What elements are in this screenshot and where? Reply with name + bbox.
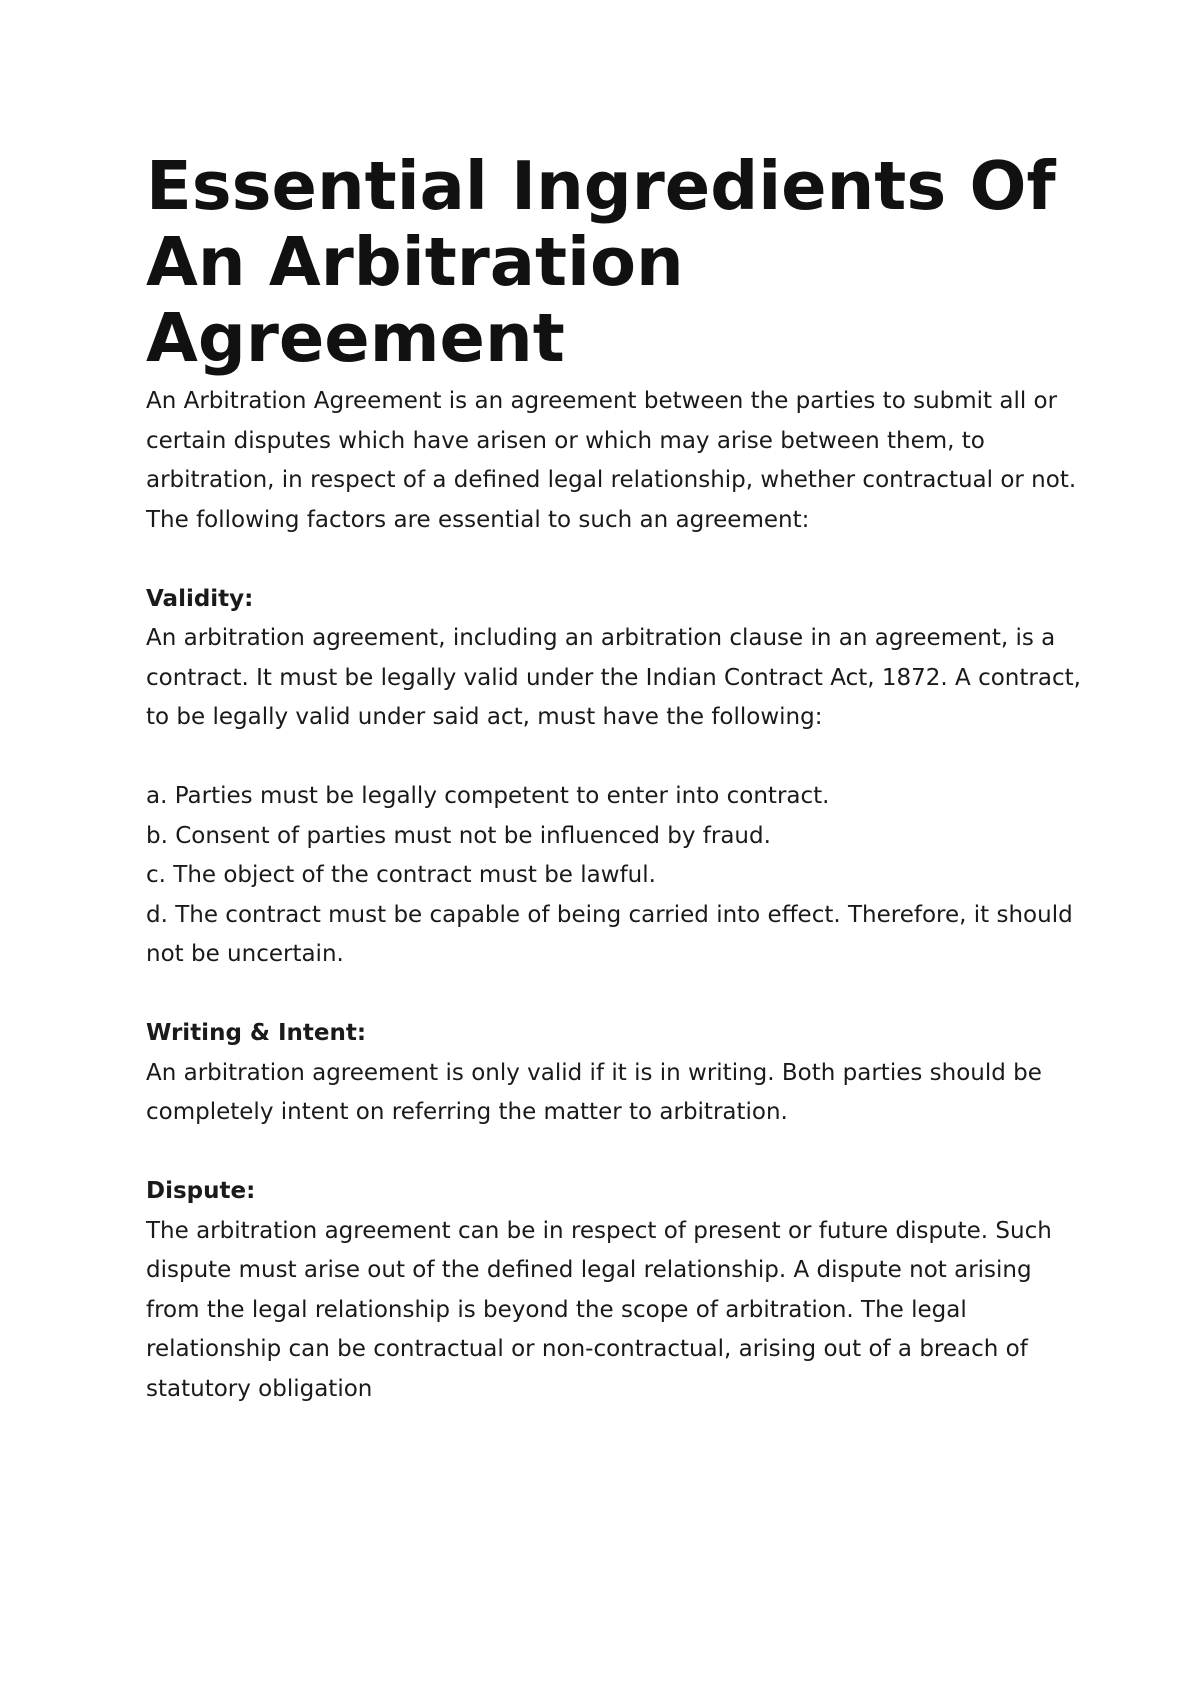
list-item: b. Consent of parties must not be influenced by fraud. bbox=[146, 822, 771, 849]
list-item: d. The contract must be capable of being carried into effect. Therefore, it should not be uncertain. bbox=[146, 901, 1073, 967]
document-page bbox=[146, 148, 1086, 1409]
section-heading-writing-intent: Writing & Intent: bbox=[146, 1020, 367, 1046]
section-dispute bbox=[146, 1172, 1086, 1409]
section-body-writing-intent: An arbitration agreement is only valid if it is in writing. Both parties should be completely intent on referring the matter to arbitration. bbox=[146, 1059, 1042, 1125]
section-heading-dispute: Dispute: bbox=[146, 1178, 256, 1204]
spacer bbox=[146, 540, 1086, 580]
document-title: Essential Ingredients Of An Arbitration Agreement bbox=[146, 147, 1056, 377]
spacer bbox=[146, 975, 1086, 1015]
section-body-validity: An arbitration agreement, including an arbitration clause in an agreement, is a contract. It must be legally valid under the Indian Contract Act, 1872. A contract, to be legally valid under said act, must have the following: bbox=[146, 625, 1081, 730]
intro-paragraph: An Arbitration Agreement is an agreement between the parties to submit all or certain disputes which have arisen or which may arise between them, to arbitration, in respect of a defined legal relationship, whether contractual or not. The following factors are essential to such an agreement: bbox=[146, 388, 1077, 533]
spacer bbox=[146, 1133, 1086, 1173]
section-writing-intent bbox=[146, 1014, 1086, 1133]
validity-requirements-list bbox=[146, 777, 1086, 975]
list-item: a. Parties must be legally competent to enter into contract. bbox=[146, 783, 830, 809]
list-item: c. The object of the contract must be lawful. bbox=[146, 862, 656, 888]
section-heading-validity: Validity: bbox=[146, 585, 254, 612]
section-body-dispute: The arbitration agreement can be in respect of present or future dispute. Such dispute must arise out of the defined legal relationship. A dispute not arising from the legal relationship is beyond the scope of arbitration. The legal relationship can be contractual or non-contractual, arising out of a breach of statutory obligation bbox=[146, 1217, 1052, 1402]
section-validity bbox=[146, 580, 1086, 975]
spacer bbox=[146, 738, 1086, 778]
